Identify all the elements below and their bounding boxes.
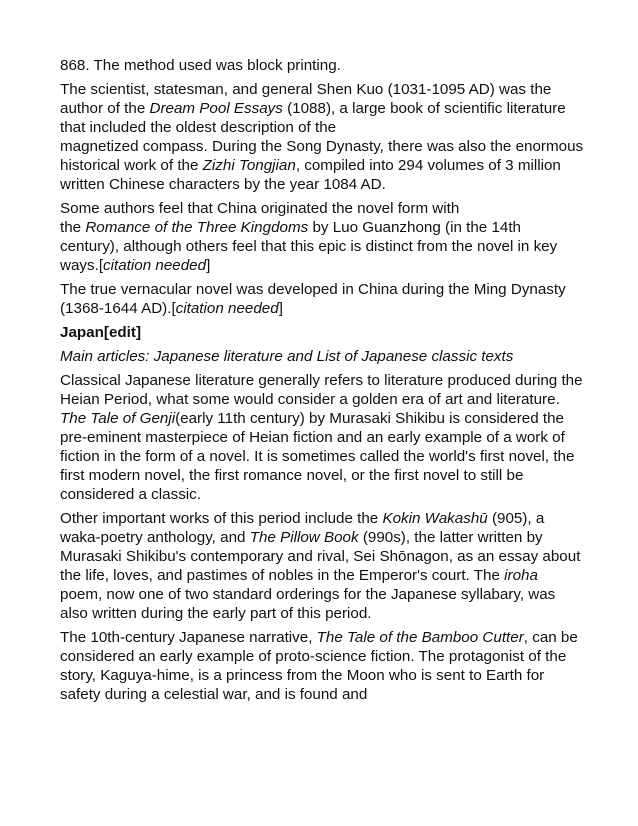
paragraph-text: ] bbox=[278, 300, 283, 317]
title-romance-three-kingdoms: Romance of the Three Kingdoms bbox=[85, 219, 309, 236]
title-pillow-book: The Pillow Book bbox=[249, 529, 359, 546]
paragraph-text: poem, now one of two standard orderings for the Japanese syllabary, was also written during the early part of this period. bbox=[60, 586, 556, 622]
paragraph-text: The true vernacular novel was developed in China during the Ming Dynasty (1368-1644 AD).[ bbox=[60, 281, 566, 317]
paragraph-text: Other important works of this period include the bbox=[60, 510, 383, 527]
title-tale-of-genji: The Tale of Genji bbox=[60, 410, 176, 427]
citation-needed-note: citation needed bbox=[175, 300, 279, 317]
paragraph-text: by Luo Guanzhong (in the 14th century), although others feel that this epic is distinct from the novel in key ways.[ bbox=[60, 219, 558, 274]
paragraph-text: The 10th-century Japanese narrative, bbox=[60, 629, 317, 646]
hatnote-main-articles: Main articles: Japanese literature and List of Japanese classic texts bbox=[60, 348, 514, 365]
paragraph-text: (990s), the latter written by Murasaki Shikibu's contemporary and rival, Sei Shōnagon, as an essay about the life, loves, and pastimes of nobles in the Emperor's court. The bbox=[60, 529, 581, 584]
paragraph-text: The scientist, statesman, and general Shen Kuo (1031-1095 AD) was the author of the bbox=[60, 81, 552, 117]
paragraph-shen-kuo bbox=[60, 80, 584, 194]
paragraph-text: Some authors feel that China originated the novel form with bbox=[60, 200, 460, 217]
paragraph-text: (early 11th century) by Murasaki Shikibu is considered the pre-eminent masterpiece of Heian fiction and an early example of a work of fiction in the form of a novel. It is sometimes called the world's first novel, the first modern novel, the first romance novel, or the first novel to still be considered a classic. bbox=[60, 410, 575, 503]
paragraph-vernacular-novel bbox=[60, 280, 584, 318]
paragraph-bamboo-cutter bbox=[60, 628, 584, 704]
title-zizhi-tongjian: Zizhi Tongjian bbox=[202, 157, 296, 174]
title-tale-bamboo-cutter: The Tale of the Bamboo Cutter bbox=[316, 629, 524, 646]
title-iroha: iroha bbox=[504, 567, 538, 584]
paragraph-block-printing bbox=[60, 56, 584, 75]
paragraph-text: (905), a waka-poetry anthology, and bbox=[60, 510, 545, 546]
paragraph-other-works bbox=[60, 509, 584, 623]
paragraph-text: ] bbox=[206, 257, 211, 274]
section-heading-japan: Japan[edit] bbox=[60, 324, 142, 341]
citation-needed-note: citation needed bbox=[103, 257, 207, 274]
paragraph-text: , can be considered an early example of proto-science fiction. The protagonist of the story, Kaguya-hime, is a princess from the Moon who is sent to Earth for safety during a celestial war, and is found and bbox=[60, 629, 578, 703]
paragraph-text: magnetized compass. During the Song Dynasty, there was also the enormous historical work of the bbox=[60, 138, 584, 174]
title-dream-pool-essays: Dream Pool Essays bbox=[149, 100, 283, 117]
paragraph-text: Classical Japanese literature generally refers to literature produced during the Heian Period, what some would consider a golden era of art and literature. bbox=[60, 372, 583, 408]
paragraph-novel-origin bbox=[60, 199, 584, 275]
paragraph-classical-japanese bbox=[60, 371, 584, 504]
paragraph-text: (1088), a large book of scientific literature that included the oldest description of the bbox=[60, 100, 566, 136]
document-page bbox=[60, 56, 584, 709]
paragraph-text: 868. The method used was block printing. bbox=[60, 57, 341, 74]
paragraph-text: , compiled into 294 volumes of 3 million written Chinese characters by the year 1084 AD. bbox=[60, 157, 561, 193]
paragraph-text: the bbox=[60, 219, 86, 236]
title-kokin-wakashu: Kokin Wakashū bbox=[382, 510, 488, 527]
